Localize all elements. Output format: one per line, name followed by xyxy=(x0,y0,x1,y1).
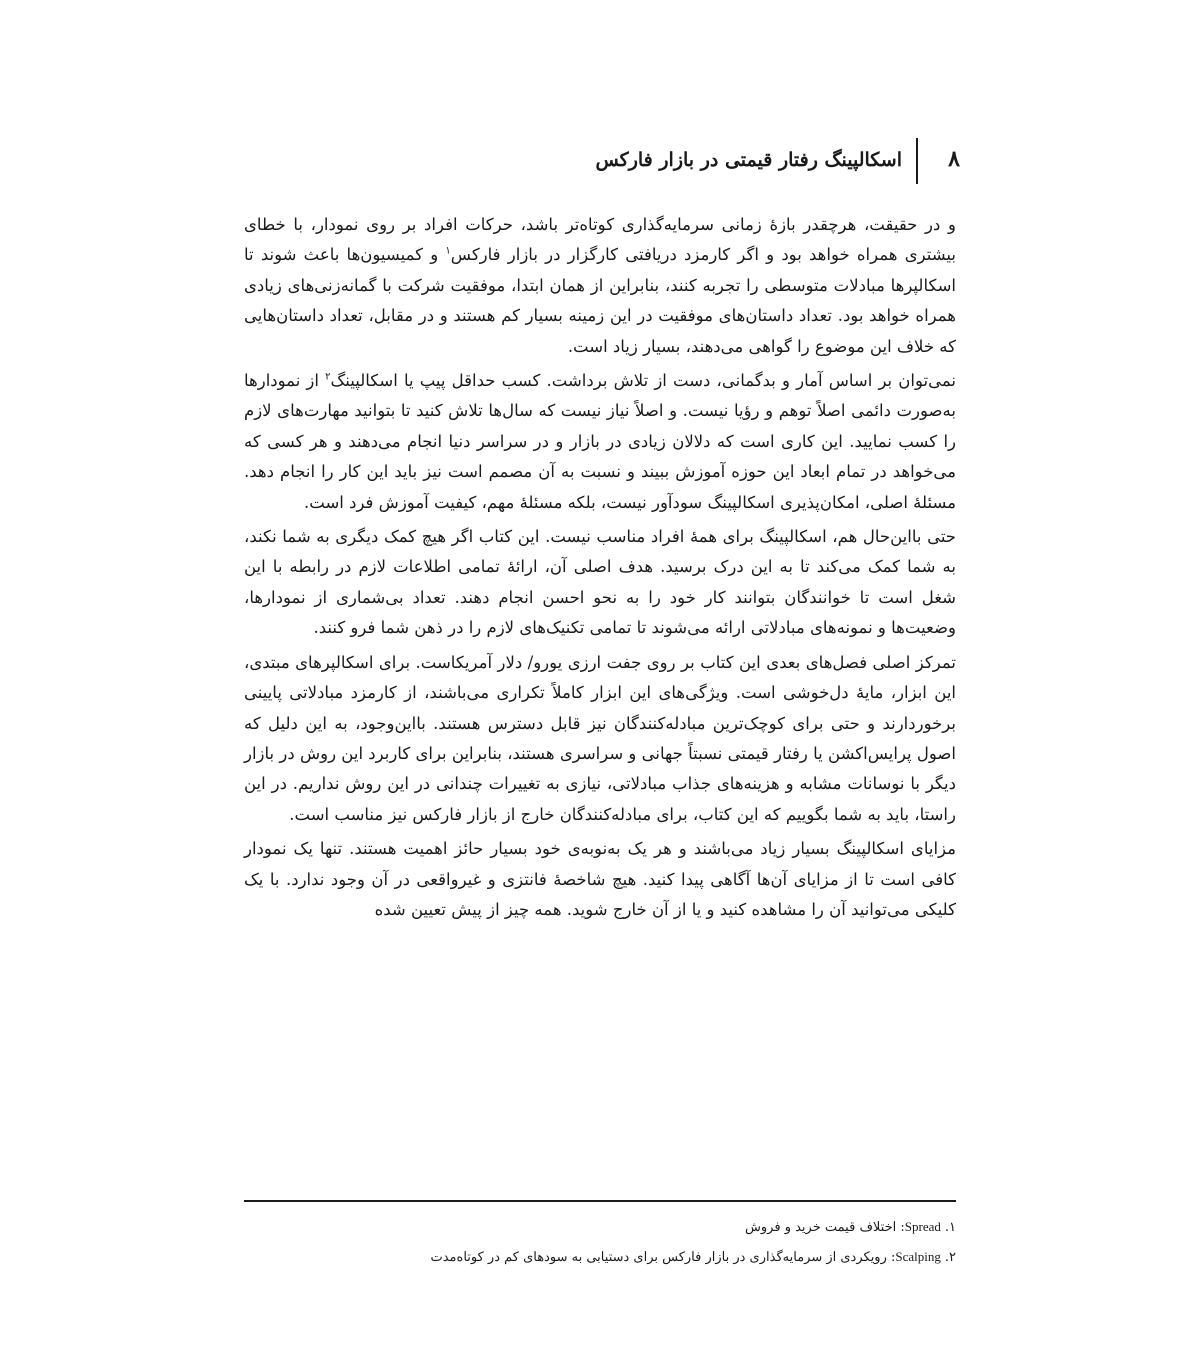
page-number: ۸ xyxy=(948,146,960,172)
paragraph-text: تمرکز اصلی فصل‌های بعدی این کتاب بر روی جفت ارزی یورو/ دلار آمریکاست. برای اسکالپرهای مبتدی، این ابزار، مایهٔ دل‌خوشی است. ویژگی‌های این ابزار کاملاً تکراری می‌باشند، از کارمزد مبادلاتی پایینی برخوردارند و حتی برای کوچک‌ترین مبادله‌کنندگان نیز قابل دسترس هستند. بااین‌وجود، به این دلیل که اصول پرایس‌اکشن یا رفتار قیمتی نسبتاً جهانی و سراسری هستند، بنابراین برای کاربرد این روش در بازار دیگر با نوسانات مشابه و هزینه‌های جذاب مبادلاتی، نیازی به تغییرات چندانی در این روش نداریم. در این راستا، باید به شما بگوییم که این کتاب، برای مبادله‌کنندگان خارج از بازار فارکس نیز مناسب است. xyxy=(244,652,956,824)
paragraph-5 xyxy=(244,834,956,925)
paragraph-1 xyxy=(244,210,956,362)
footnotes xyxy=(244,1212,956,1272)
footnote-ref-2: ۲ xyxy=(325,371,331,383)
footnote-term: Spread xyxy=(904,1219,941,1234)
paragraph-text: از نمودارها به‌صورت دائمی اصلاً توهم و رؤیا نیست. و اصلاً نیاز نیست که سال‌ها تلاش کنید تا بتوانید مهارت‌های لازم را کسب نمایید. این کاری است که دلالان زیادی در بازار و در سراسر دنیا انجام می‌دهند و هر کسی که می‌خواهد در تمام ابعاد این حوزه آموزش ببیند و نسبت به آن مصمم است نیز باید این کار را انجام دهد. مسئلهٔ اصلی، امکان‌پذیری اسکالپینگ سودآور نیست، بلکه مسئلهٔ مهم، کیفیت آموزش فرد است. xyxy=(244,371,956,512)
running-title: اسکالپینگ رفتار قیمتی در بازار فارکس xyxy=(595,149,902,171)
footnote-number: ۱. xyxy=(944,1220,956,1235)
body-text xyxy=(244,210,956,925)
paragraph-4 xyxy=(244,648,956,830)
paragraph-text: مزایای اسکالپینگ بسیار زیاد می‌باشند و هر یک به‌نوبه‌ی خود بسیار حائز اهمیت هستند. تنها یک نمودار کافی است تا از مزایای آن‌ها آگاهی پیدا کنید. هیچ شاخصهٔ فانتزی و غیرواقعی در آن وجود ندارد. با یک کلیکی می‌توانید آن را مشاهده کنید و یا از آن خارج شوید. همه چیز از پیش تعیین شده xyxy=(244,839,956,919)
paragraph-text: نمی‌توان بر اساس آمار و بدگمانی، دست از تلاش برداشت. کسب حداقل پیپ یا اسکالپینگ xyxy=(330,371,956,391)
paragraph-text: و کمیسیون‌ها باعث شوند تا اسکالپرها مبادلات متوسطی را تجربه کنند، بنابراین از همان ابتدا، موفقیت شرکت با گمانه‌زنی‌های زیادی همراه خواهد بود. تعداد داستان‌های موفقیت در این زمینه بسیار کم هستند و در مقابل، تعداد داستان‌هایی که خلاف این موضوع را گواهی می‌دهند، بسیار زیاد است. xyxy=(244,245,956,356)
page-header xyxy=(595,138,960,186)
footnote-2 xyxy=(244,1242,956,1272)
footnote-term: Scalping xyxy=(895,1249,941,1264)
paragraph-text: و در حقیقت، هرچقدر بازهٔ زمانی سرمایه‌گذاری کوتاه‌تر باشد، حرکات افراد بر روی نمودار، با خطای بیشتری همراه خواهد بود و اگر کارمزد دریافتی کارگزار در بازار فارکس xyxy=(244,215,956,265)
footnote-ref-1: ۱ xyxy=(445,245,451,257)
header-divider xyxy=(916,138,918,184)
footnote-text: : اختلاف قیمت خرید و فروش xyxy=(745,1220,905,1235)
paragraph-3 xyxy=(244,522,956,644)
paragraph-text: حتی بااین‌حال هم، اسکالپینگ برای همهٔ افراد مناسب نیست. این کتاب اگر هیچ کمک دیگری به شما نکند، به شما کمک می‌کند تا به این درک برسید. هدف اصلی آن، ارائهٔ تمامی اطلاعات لازم در رابطه با این شغل است تا خوانندگان بتوانند کار خود را به نحو احسن انجام دهند. تعداد بی‌شماری از نمودارها، وضعیت‌ها و نمونه‌های مبادلاتی ارائه می‌شوند تا تمامی تکنیک‌های لازم را در ذهن شما فرو کنند. xyxy=(244,527,956,638)
footnote-text: : رویکردی از سرمایه‌گذاری در بازار فارکس برای دستیابی به سودهای کم در کوتاه‌مدت xyxy=(430,1250,896,1265)
footnote-1 xyxy=(244,1212,956,1242)
paragraph-2 xyxy=(244,366,956,518)
footnote-divider xyxy=(244,1200,956,1202)
footnote-number: ۲. xyxy=(944,1250,956,1265)
